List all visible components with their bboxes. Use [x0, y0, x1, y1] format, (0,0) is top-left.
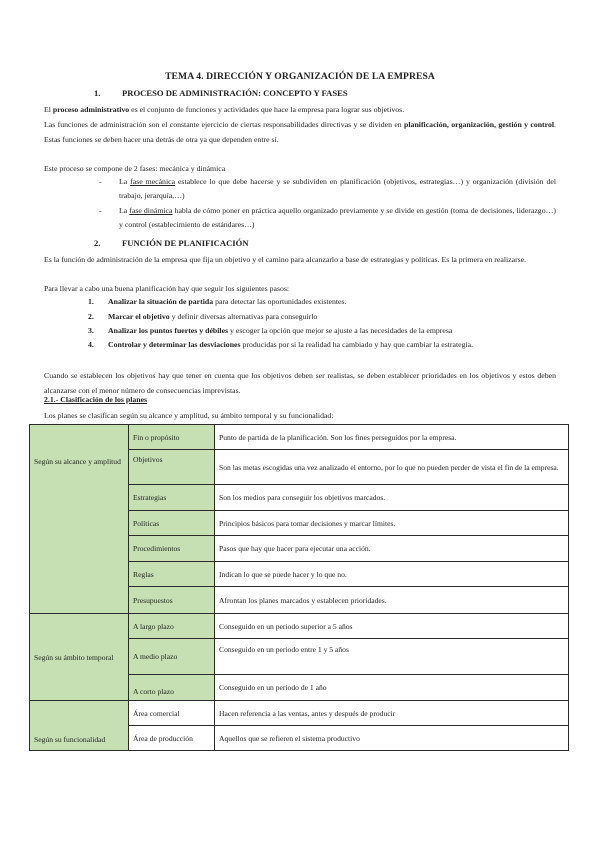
plan-type: Presupuestos	[129, 587, 215, 614]
paragraph: Para llevar a cabo una buena planificación hay que seguir los siguientes pasos:	[44, 284, 290, 293]
plan-description: Son las metas escogidas una vez analizado el entorno, por lo que no pueden perder de vista el fin de la empresa.	[215, 450, 569, 485]
text: es el conjunto de funciones y actividades que hace la empresa para lograr sus objetivos.	[129, 105, 405, 114]
text: para detectar las oportunidades existentes.	[213, 297, 347, 306]
plan-description: Aquellos que se refieren el sistema productivo	[215, 726, 569, 751]
plan-description: Son los medios para conseguir los objetivos marcados.	[215, 485, 569, 511]
table-row	[30, 701, 569, 726]
plan-type: Área comercial	[129, 701, 215, 726]
bullet-dash: -	[99, 177, 102, 186]
plan-description: Punto de partida de la planificación. Son los fines perseguidos por la empresa.	[215, 425, 569, 450]
plan-type: Políticas	[129, 511, 215, 536]
plan-description: Conseguido en un periodo de 1 año	[215, 675, 569, 701]
paragraph: Este proceso se compone de 2 fases: mecánica y dinámica	[44, 164, 226, 173]
list-number: 2.	[88, 312, 94, 321]
plan-type: Objetivos	[129, 450, 215, 485]
plan-type: A corto plazo	[129, 675, 215, 701]
text: habla de cómo poner en práctica aquello organizado previamente y se divide en gestión (toma de decisiones, liderazgo…) y control (establecimiento de estándares…)	[119, 206, 556, 229]
plan-description: Afrontan los planes marcados y establecen prioridades.	[215, 587, 569, 614]
plan-type: Fin o propósito	[129, 425, 215, 450]
text: El	[44, 105, 53, 114]
bold-term: Analizar los puntos fuertes y débiles	[108, 326, 229, 335]
section-1-number: 1.	[94, 88, 101, 98]
paragraph	[44, 117, 556, 147]
plan-description: Principios básicos para tomar decisiones y marcar límites.	[215, 511, 569, 536]
group-label: Según su funcionalidad	[30, 701, 129, 751]
underlined-term: fase dinámica	[129, 206, 173, 215]
plan-description: Indican lo que se puede hacer y lo que no.	[215, 562, 569, 587]
list-item	[99, 204, 556, 232]
section-1-title: PROCESO DE ADMINISTRACIÓN: CONCEPTO Y FASES	[122, 88, 348, 98]
bold-term: planificación, organización, gestión y control	[404, 120, 555, 129]
list-item	[88, 295, 556, 310]
list-item	[88, 310, 556, 325]
plan-type: Reglas	[129, 562, 215, 587]
text: La	[119, 177, 131, 186]
bold-term: proceso administrativo	[52, 105, 130, 114]
table-row	[30, 614, 569, 639]
text: . Estas funciones se deben hacer una detrás de otra ya que dependen entre sí.	[44, 120, 556, 144]
plan-description: Pasos que hay que hacer para ejecutar una acción.	[215, 536, 569, 562]
plan-description: Hacen referencia a las ventas, antes y después de producir	[215, 701, 569, 726]
bold-term: Controlar y determinar las desviaciones	[108, 340, 241, 349]
paragraph	[44, 102, 556, 117]
paragraph: Cuando se establecen los objetivos hay que tener en cuenta que los objetivos deben ser realistas, se deben establecer prioridades en los objetivos y estos deben alcanzarse con el menor número de consecuencias imprevistas.	[44, 371, 556, 395]
list-number: 4.	[88, 340, 94, 349]
list-number: 3.	[88, 326, 94, 335]
document-title: TEMA 4. DIRECCIÓN Y ORGANIZACIÓN DE LA EMPRESA	[165, 71, 435, 82]
table-row	[30, 425, 569, 450]
list-item	[88, 324, 556, 339]
list-item	[99, 175, 556, 203]
bullet-dash: -	[99, 206, 102, 215]
text: establece lo que debe hacerse y se subdividen en planificación (objetivos, estrategias…) y organización (división del trabajo, jerarquía,…)	[119, 177, 556, 200]
plan-type: A largo plazo	[129, 614, 215, 639]
bold-term: Analizar la situación de partida	[108, 297, 214, 306]
section-1-heading	[90, 88, 348, 98]
paragraph: Los planes se clasifican según su alcance y amplitud, su ámbito temporal y su funcionalidad:	[44, 411, 334, 420]
plan-type: Estrategias	[129, 485, 215, 511]
paragraph: Es la función de administración de la empresa que fija un objetivo y el camino para alcanzarlo a base de estrategias y políticas. Es la primera en realizarse.	[44, 255, 527, 264]
section-2-title: FUNCIÓN DE PLANIFICACIÓN	[122, 238, 249, 248]
list-item	[88, 338, 556, 353]
group-label: Según su alcance y amplitud	[30, 425, 129, 614]
subsection-heading: 2.1.- Clasificación de los planes	[44, 395, 148, 404]
plan-type: Área de producción	[129, 726, 215, 751]
text: La	[119, 206, 130, 215]
text: producidas por si la realidad ha cambiado y hay que cambiar la estrategia.	[240, 340, 474, 349]
section-2-number: 2.	[94, 238, 101, 248]
text: Las funciones de administración son el constante ejercicio de ciertas responsabilidades directivas y se dividen en	[44, 120, 405, 129]
plan-type: A medio plazo	[129, 639, 215, 675]
plan-description: Conseguido en un periodo superior a 5 años	[215, 614, 569, 639]
text: y definir diversas alternativas para conseguirlo	[169, 312, 318, 321]
plan-description: Conseguido en un periodo entre 1 y 5 años	[215, 639, 569, 675]
plan-type: Procedimientos	[129, 536, 215, 562]
bold-term: Marcar el objetivo	[108, 312, 170, 321]
section-2-heading	[90, 238, 249, 248]
list-number: 1.	[88, 297, 94, 306]
text: y escoger la opción que mejor se ajuste a las necesidades de la empresa	[228, 326, 453, 335]
group-label: Según su ámbito temporal	[30, 614, 129, 701]
plans-classification-table	[29, 424, 569, 751]
underlined-term: fase mecánica	[130, 177, 176, 186]
